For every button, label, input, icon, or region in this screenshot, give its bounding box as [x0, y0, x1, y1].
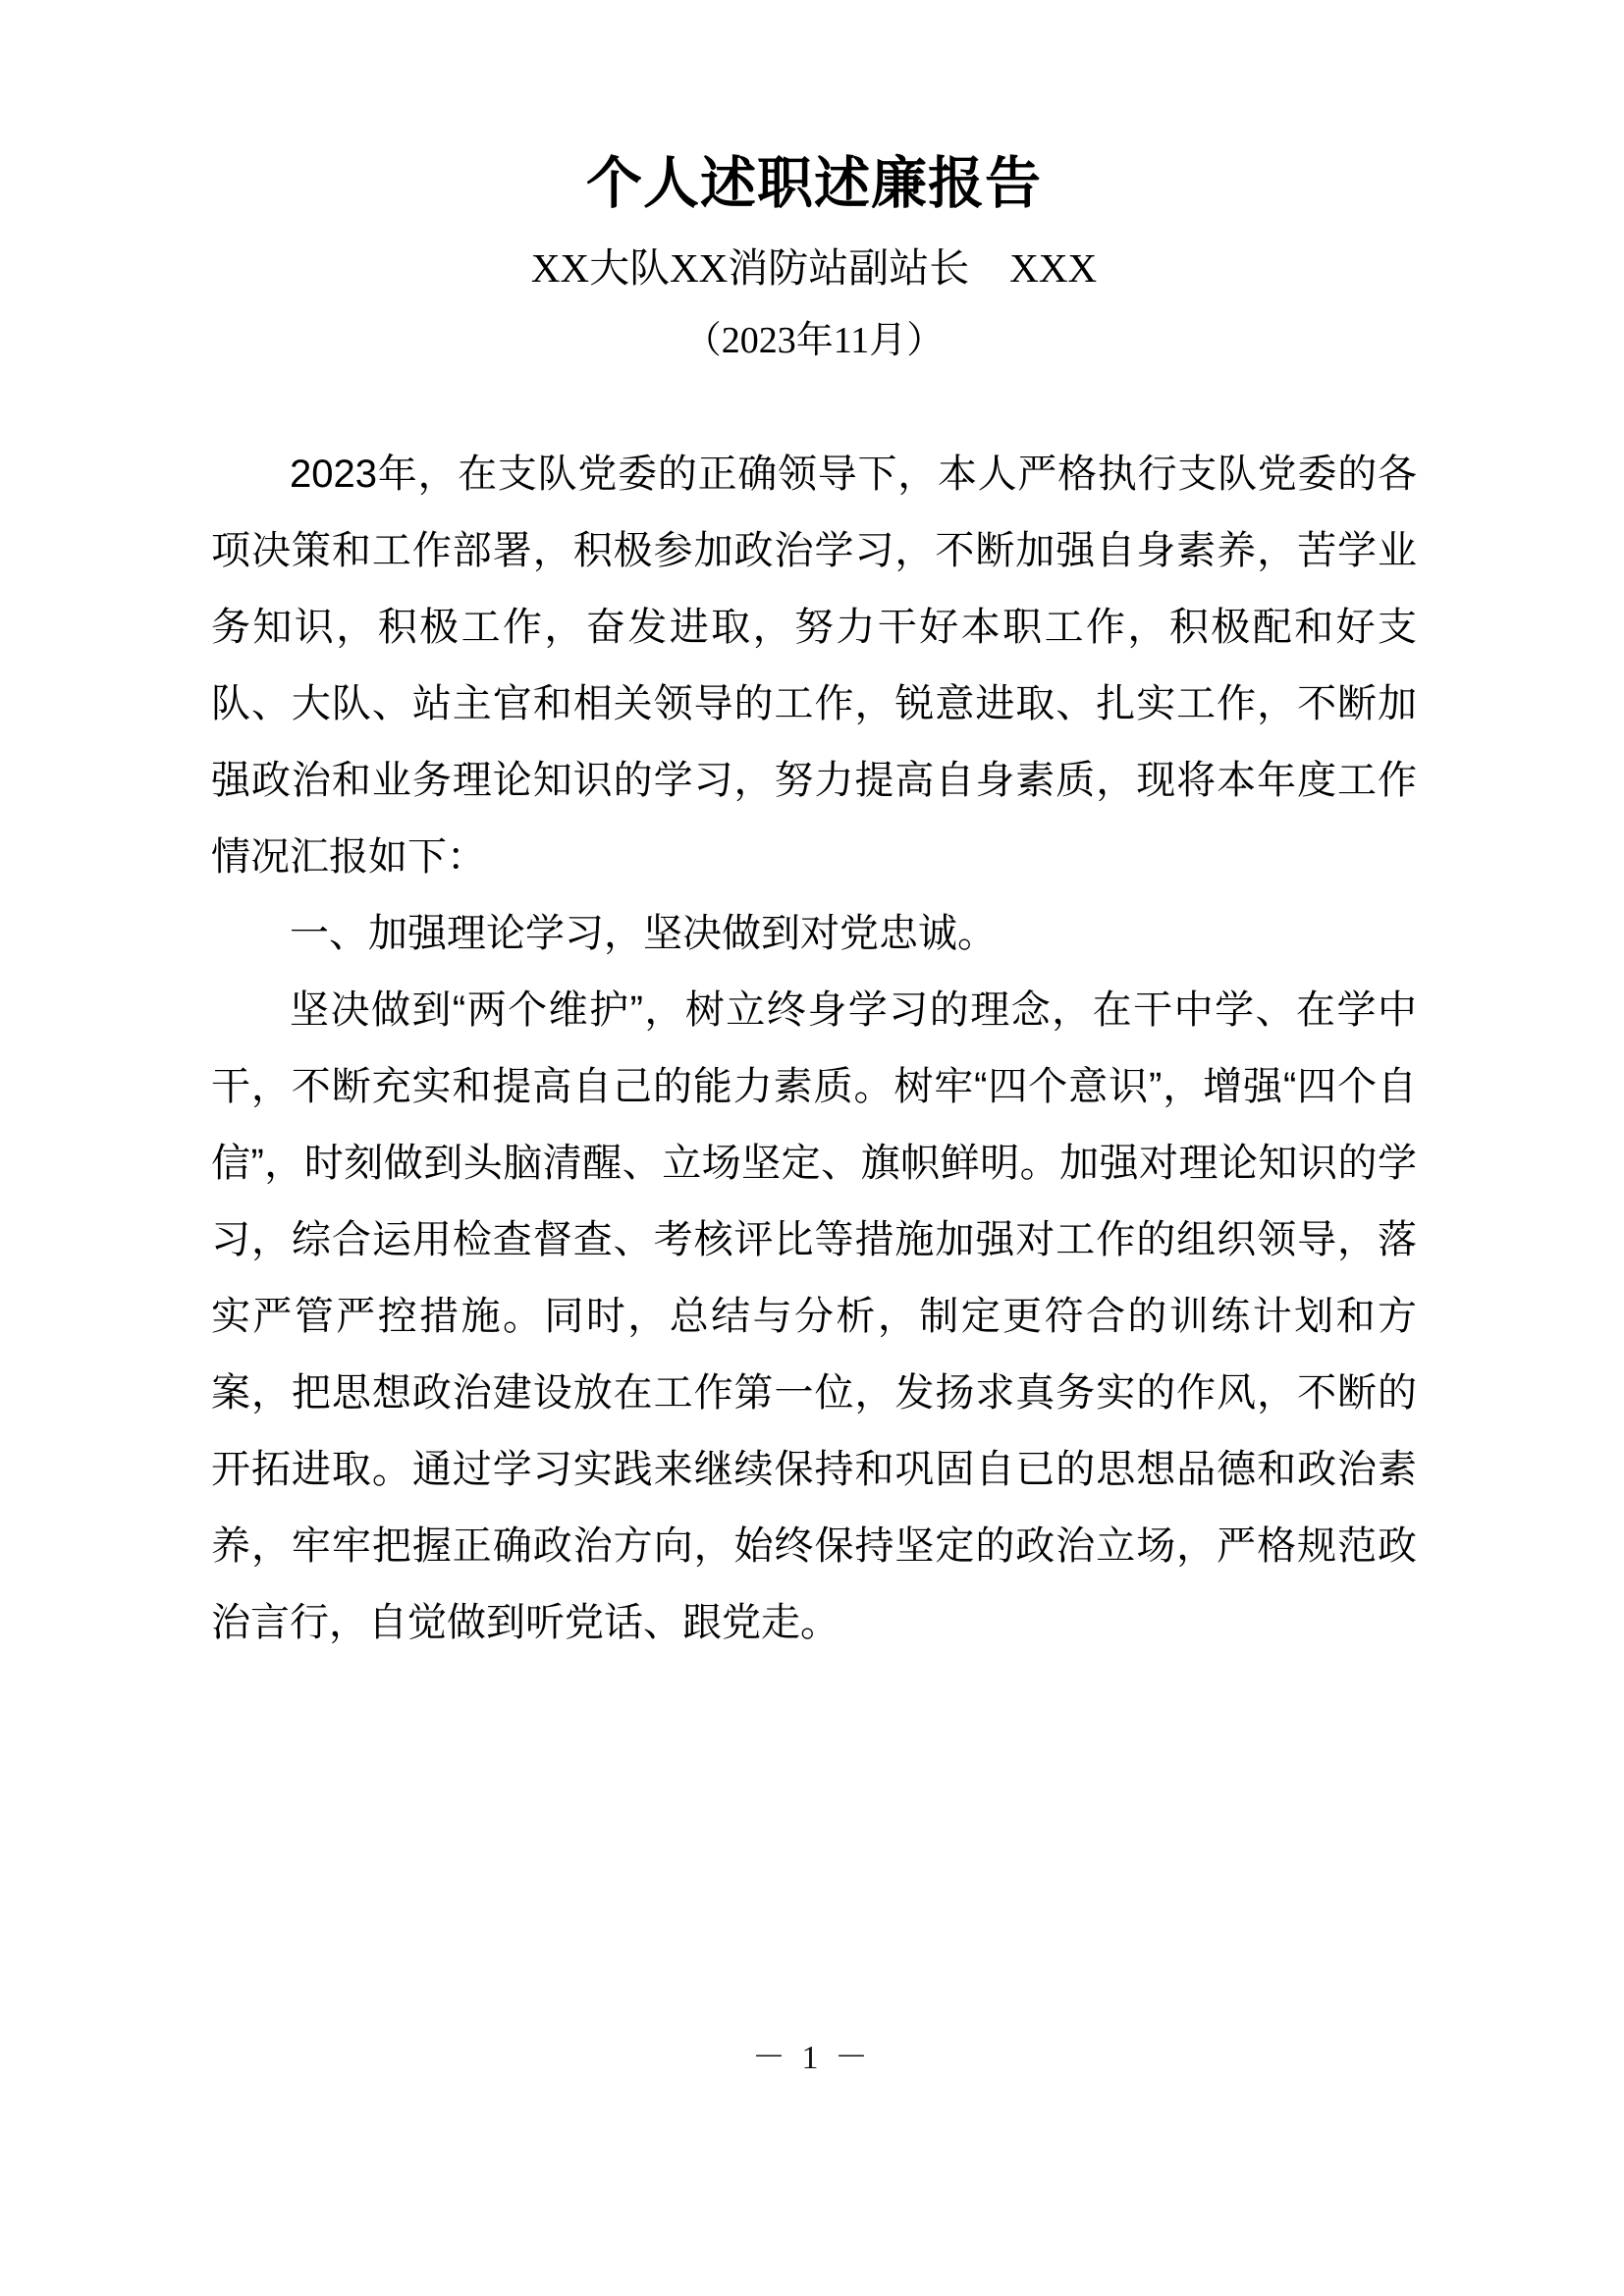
document-subtitle: XX大队XX消防站副站长 XXX — [530, 245, 1098, 292]
section-heading-1: 一、加强理论学习，坚决做到对党忠诚。 — [290, 911, 997, 955]
body-paragraph: 坚决做到“两个维护”，树立终身学习的理念，在干中学、在学中干，不断充实和提高自己的能力素质。树牢“四个意识”，增强“四个自信”，时刻做到头脑清醒、立场坚定、旗帜鲜明。加强对理论知识的学习，综合运用检查督查、考核评比等措施加强对工作的组织领导，落实严管严控措施。同时，总结与分析，制定更符合的训练计划和方案，把思想政治建设放在工作第一位，发扬求真务实的作风，不断的开拓进取。通过学习实践来继续保持和巩固自已的思想品德和政治素养，牢牢把握正确政治方向，始终保持坚定的政治立场，严格规范政治言行，自觉做到听党话、跟党走。 — [211, 988, 1417, 1644]
page-number-footer: － 1 － — [752, 2040, 872, 2076]
page-title: 个人述职述廉报告 — [586, 152, 1042, 215]
document-content — [211, 0, 1417, 1661]
document-date: （2023年11月） — [683, 319, 945, 361]
body-paragraph: 2023年，在支队党委的正确领导下，本人严格执行支队党委的各项决策和工作部署，积极参加政治学习，不断加强自身素养，苦学业务知识，积极工作，奋发进取，努力干好本职工作，积极配和好支队、大队、站主官和相关领导的工作，锐意进取、扎实工作，不断加强政治和业务理论知识的学习，努力提高自身素质，现将本年度工作情况汇报如下： — [211, 452, 1417, 879]
document-body — [211, 365, 1417, 1661]
